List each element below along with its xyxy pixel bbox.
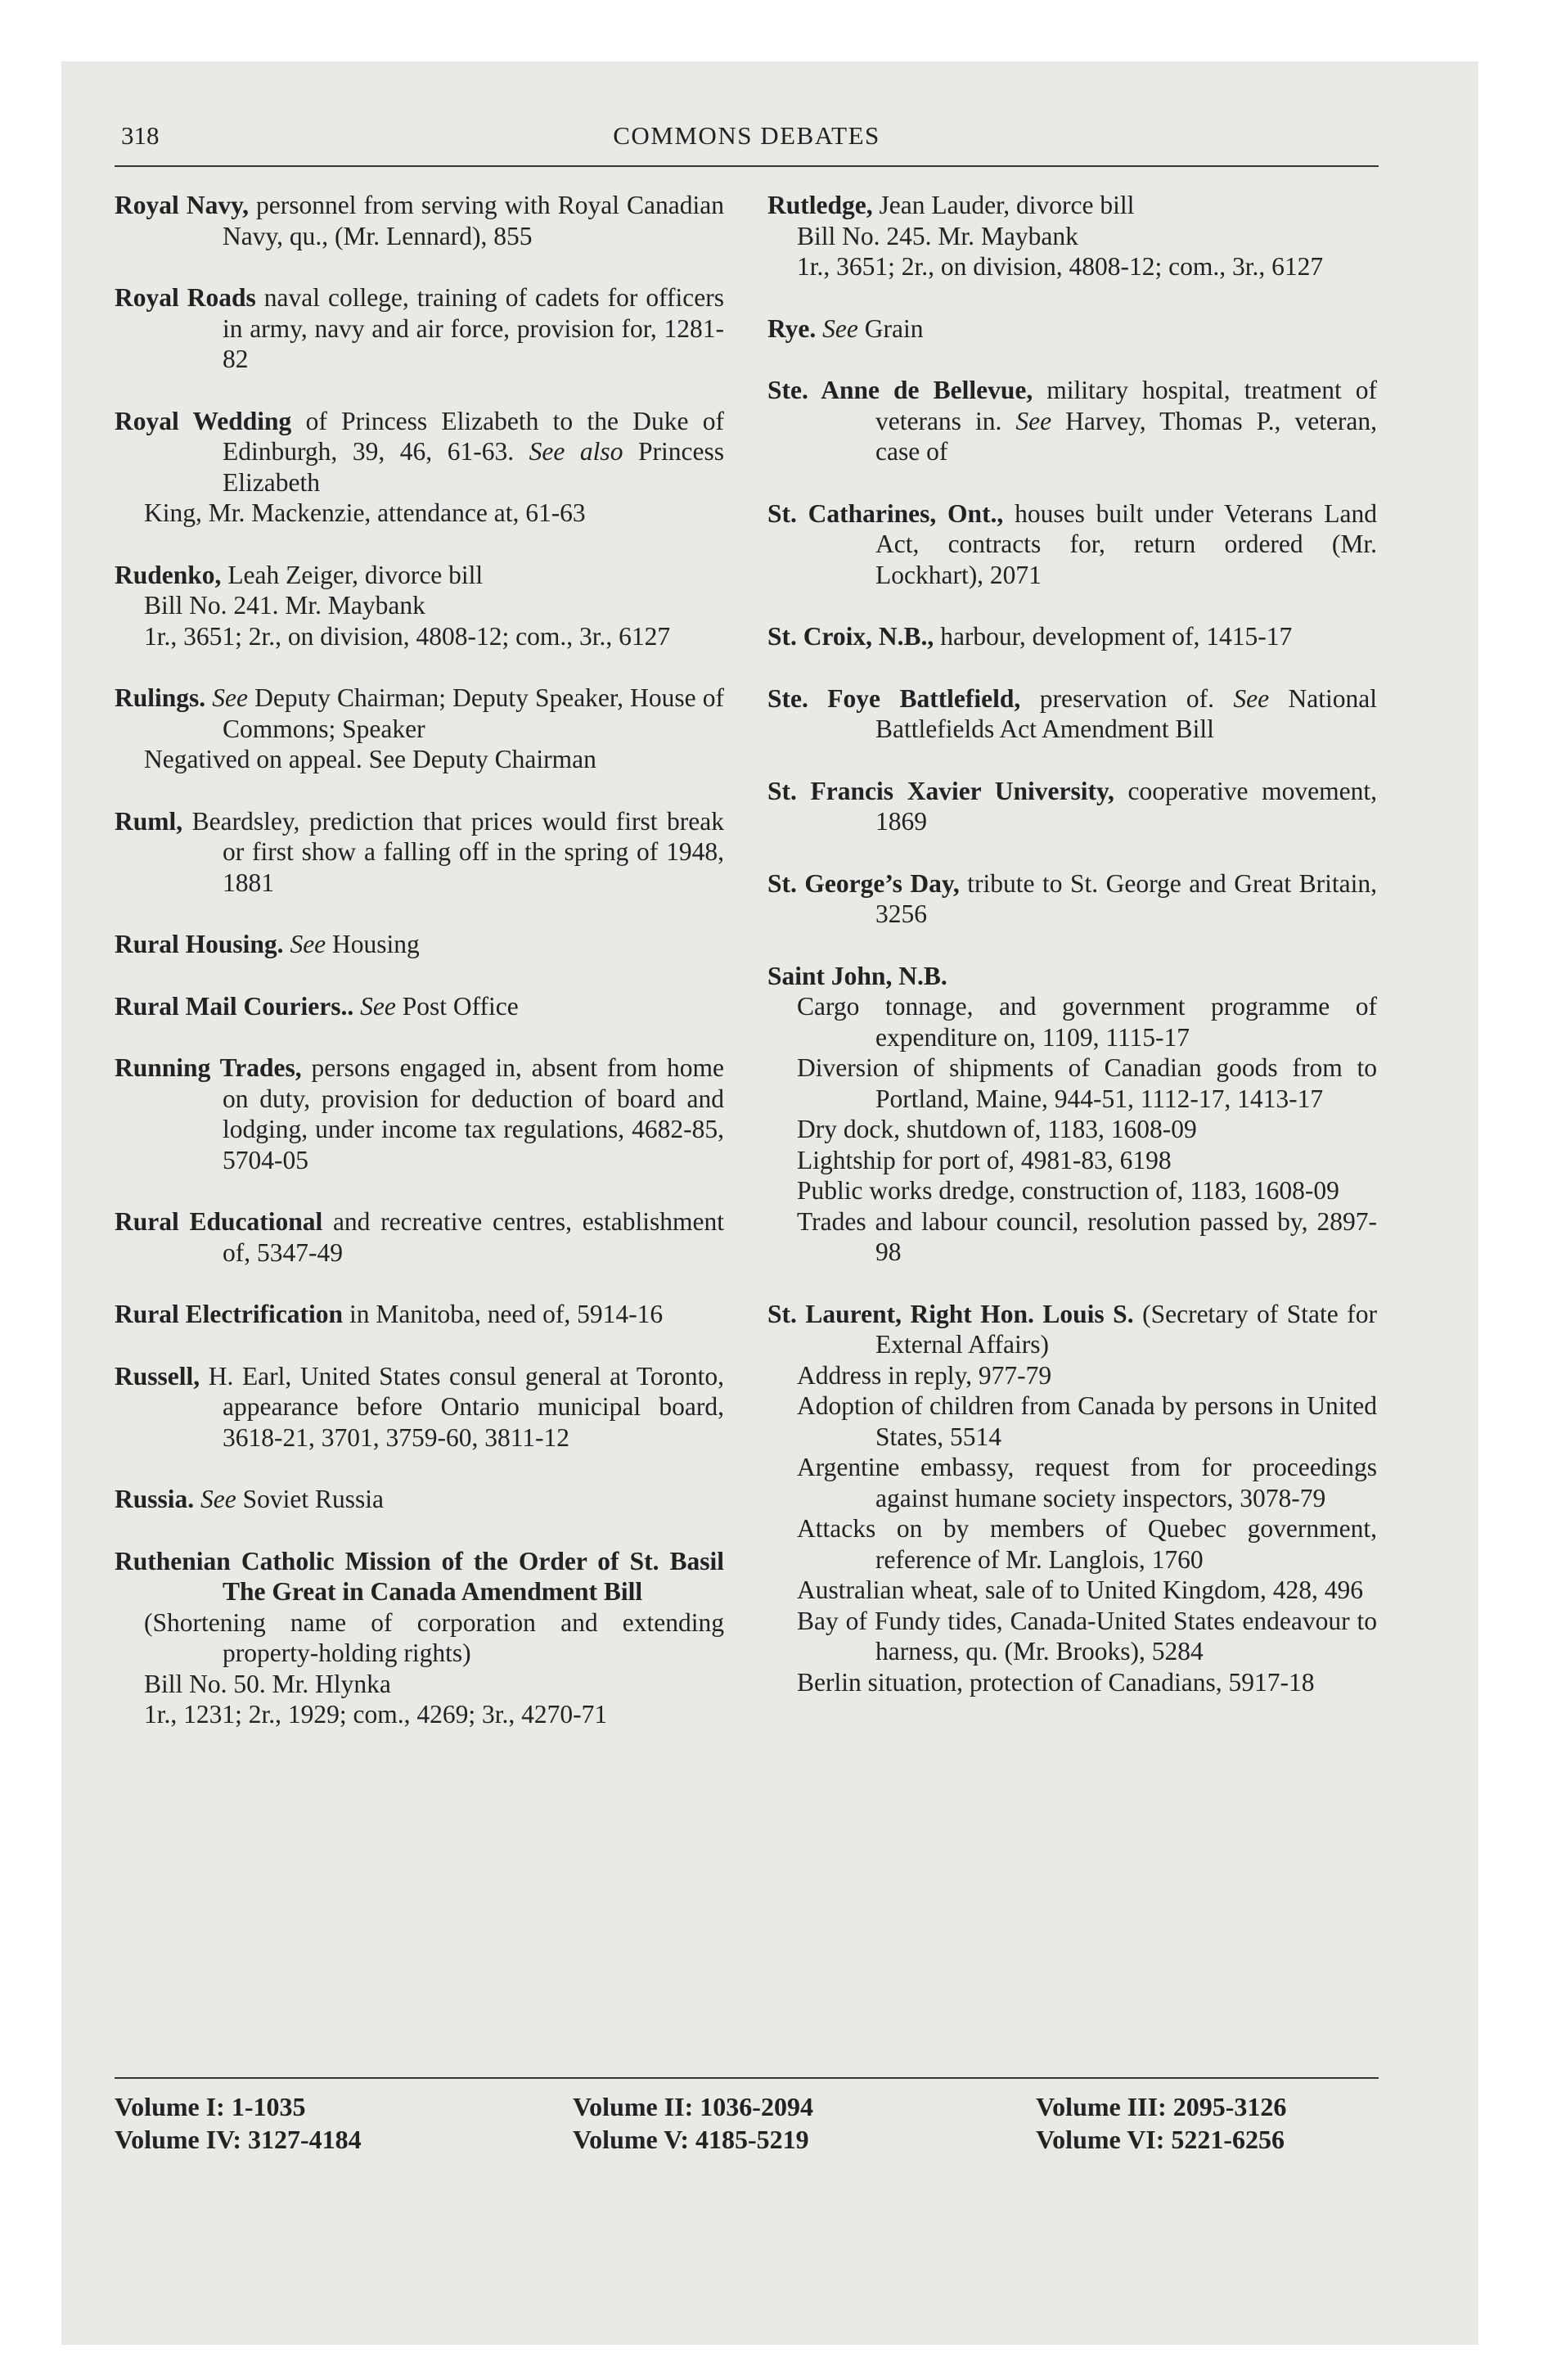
index-entry [115,929,724,960]
index-entry [767,683,1377,745]
index-entry [115,806,724,899]
see-reference: See [283,930,326,958]
index-entry [767,621,1377,652]
entry-detail: Soviet Russia [236,1485,385,1513]
sub-entry: Argentine embassy, request from for proceedings against humane society inspectors, 3078-79 [797,1453,1377,1512]
volume-group-2 [573,2090,813,2156]
entry-text [115,1206,724,1268]
index-entry [115,1546,724,1730]
entry-heading: St. Laurent, Right Hon. Louis S. [767,1299,1134,1328]
see-reference: See [353,991,396,1021]
index-entry [115,282,724,375]
entry-detail: National Battlefields Act Amendment Bill [875,683,1378,743]
index-entry [767,1299,1377,1698]
entry-heading: St. Croix, N.B., [767,622,934,651]
sub-entry: Lightship for port of, 4981-83, 6198 [797,1145,1172,1174]
entry-text [767,868,1377,930]
entry-detail: harbour, development of, 1415-17 [934,622,1293,651]
entry-detail: and recreative centres, establishment of, 5347-49 [223,1207,724,1267]
sub-entry: 1r., 1231; 2r., 1929; com., 4269; 3r., 4270-71 [144,1700,608,1729]
index-entry [767,868,1377,930]
page-number: 318 [121,121,160,150]
entry-text [767,313,1377,345]
entry-detail: Harvey, Thomas P., veteran, case of [875,406,1378,466]
volume-range: Volume II: 1036-2094 [573,2092,813,2121]
index-entry [767,776,1377,837]
entry-detail: personnel from serving with Royal Canadian Navy, qu., (Mr. Lennard), 855 [223,191,724,250]
sub-entry: Bill No. 50. Mr. Hlynka [144,1669,391,1698]
entry-detail: (Secretary of State for External Affairs) [875,1299,1378,1359]
index-entry [115,1361,724,1454]
entry-heading: St. Francis Xavier University, [767,776,1114,805]
index-entry [115,406,724,529]
entry-detail: Post Office [395,991,519,1021]
index-entry [767,313,1377,345]
entry-detail: Jean Lauder, divorce bill [872,191,1135,219]
index-entry [115,683,724,775]
sub-entry: Australian wheat, sale of to United Kingdom, 428, 496 [797,1575,1364,1604]
index-entry [115,1484,724,1515]
index-entry [115,1206,724,1268]
entry-detail: preservation of. [1020,683,1234,713]
see-reference: See also [529,437,623,466]
index-entry [767,190,1377,282]
entry-detail: military hospital, treatment of veterans in. [875,376,1378,435]
entry-text [115,1484,724,1515]
entry-detail: in Manitoba, need of, 5914-16 [343,1300,664,1328]
entry-detail: houses built under Veterans Land Act, contracts for, return ordered (Mr. Lockhart), 2071 [875,498,1377,589]
entry-text [115,1546,724,1607]
entry-text [767,190,1377,221]
sub-entry: Berlin situation, protection of Canadians, 5917-18 [797,1667,1315,1697]
index-entry [115,1053,724,1175]
entry-text [115,406,724,498]
entry-heading: Running Trades, [115,1053,302,1082]
entry-detail: Housing [326,930,420,958]
entry-detail: Deputy Chairman; Deputy Speaker, House of Commons; Speaker [223,683,724,743]
entry-text [115,560,724,591]
entry-heading: St. Catharines, Ont., [767,498,1004,528]
entry-heading: Royal Navy, [115,191,249,219]
volume-range: Volume VI: 5221-6256 [1036,2125,1285,2154]
sub-entry: Attacks on by members of Quebec government, reference of Mr. Langlois, 1760 [797,1514,1377,1574]
index-entry [767,375,1377,467]
see-reference: See [816,313,858,343]
entry-text [767,776,1377,837]
entry-heading: Rural Mail Couriers.. [115,991,354,1021]
entry-text [115,282,724,375]
volume-range: Volume I: 1-1035 [115,2092,306,2121]
entry-text [115,991,724,1022]
entry-text [115,1361,724,1454]
entry-text [767,683,1378,745]
running-header [115,115,1379,167]
sub-entry: Trades and labour council, resolution passed by, 2897-98 [797,1206,1377,1266]
entry-detail: tribute to St. George and Great Britain, 3256 [875,868,1377,928]
entry-text [115,683,724,744]
sub-entry: Public works dredge, construction of, 1183, 1608-09 [797,1176,1339,1205]
entry-detail: Beardsley, prediction that prices would first break or first show a falling off in the spring of 1948, 1881 [182,806,724,897]
volume-range: Volume III: 2095-3126 [1036,2092,1287,2121]
entry-text [767,375,1378,467]
entry-detail: H. Earl, United States consul general at Toronto, appearance before Ontario municipal board, 3618-21, 3701, 3759-60, 3811-12 [200,1361,724,1452]
entry-text [767,961,1377,992]
volume-range: Volume V: 4185-5219 [573,2125,809,2154]
see-reference: See [1015,406,1052,435]
sub-entry: Address in reply, 977-79 [797,1360,1052,1390]
sub-entry: Bill No. 241. Mr. Maybank [144,591,425,620]
sub-entry: Cargo tonnage, and government programme of expenditure on, 1109, 1115-17 [797,992,1377,1052]
entry-text [115,190,724,251]
volume-group-1 [115,2090,362,2156]
entry-detail: persons engaged in, absent from home on duty, provision for deduction of board and lodging, under income tax regulations, 4682-85, 5704-05 [223,1053,725,1174]
see-reference: See [194,1485,236,1513]
sub-entry: Bill No. 245. Mr. Maybank [797,221,1078,250]
entry-heading: St. George’s Day, [767,868,960,898]
entry-heading: Royal Roads [115,283,256,312]
left-column [115,190,724,1761]
sub-entry: 1r., 3651; 2r., on division, 4808-12; com., 3r., 6127 [144,621,671,651]
sub-entry: Dry dock, shutdown of, 1183, 1608-09 [797,1115,1197,1143]
index-entry [115,991,724,1022]
right-column [767,190,1377,1729]
volume-footer [115,2077,1379,2164]
entry-detail: cooperative movement, 1869 [875,776,1377,836]
entry-text [115,1299,724,1330]
book-page [115,115,1379,2210]
index-entry [115,560,724,652]
entry-heading: Rulings. [115,683,206,712]
running-title: COMMONS DEBATES [613,121,880,150]
volume-group-3 [1036,2090,1286,2156]
entry-heading: Ste. Anne de Bellevue, [767,376,1033,404]
sub-entry: (Shortening name of corporation and extending property-holding rights) [144,1607,724,1667]
entry-heading: Royal Wedding [115,406,292,435]
entry-detail: Leah Zeiger, divorce bill [221,560,484,589]
see-reference: See [1233,683,1270,713]
entry-heading: Rutledge, [767,191,873,219]
entry-text [767,621,1377,652]
sub-entry: Bay of Fundy tides, Canada-United States endeavour to harness, qu. (Mr. Brooks), 5284 [797,1606,1377,1666]
entry-text [115,806,724,899]
entry-heading: Ste. Foye Battlefield, [767,683,1021,713]
entry-heading: Russia. [115,1485,195,1513]
entry-heading: Rural Electrification [115,1300,344,1328]
entry-heading: Ruml, [115,806,183,836]
entry-text [767,1299,1377,1360]
entry-text [115,929,724,960]
volume-range: Volume IV: 3127-4184 [115,2125,362,2154]
entry-heading: Rye. [767,313,817,343]
index-entry [115,190,724,251]
entry-heading: Ruthenian Catholic Mission of the Order of St. Basil The Great in Canada Amendment Bill [115,1546,724,1606]
index-columns [115,190,1379,2064]
index-entry [767,961,1377,1268]
entry-text [115,1053,725,1175]
sub-entry: Diversion of shipments of Canadian goods from to Portland, Maine, 944-51, 1112-17, 1413-17 [797,1053,1377,1113]
entry-detail: naval college, training of cadets for officers in army, navy and air force, provision for, 1281-82 [223,283,724,373]
see-reference: See [205,683,249,712]
entry-heading: Russell, [115,1361,200,1391]
sub-entry: Negatived on appeal. See Deputy Chairman [144,745,596,773]
entry-detail: Grain [857,313,924,343]
entry-heading: Rudenko, [115,560,222,589]
entry-detail: of Princess Elizabeth to the Duke of Edinburgh, 39, 46, 61-63. [223,406,724,466]
entry-heading: Saint John, N.B. [767,961,947,990]
sub-entry: King, Mr. Mackenzie, attendance at, 61-63 [144,498,586,527]
index-entry [115,1299,724,1330]
index-entry [767,498,1377,591]
entry-heading: Rural Educational [115,1207,323,1236]
entry-detail: Princess Elizabeth [223,437,725,497]
sub-entry: 1r., 3651; 2r., on division, 4808-12; com., 3r., 6127 [797,252,1324,281]
entry-heading: Rural Housing. [115,930,284,958]
entry-text [767,498,1377,591]
sub-entry: Adoption of children from Canada by persons in United States, 5514 [797,1391,1377,1451]
